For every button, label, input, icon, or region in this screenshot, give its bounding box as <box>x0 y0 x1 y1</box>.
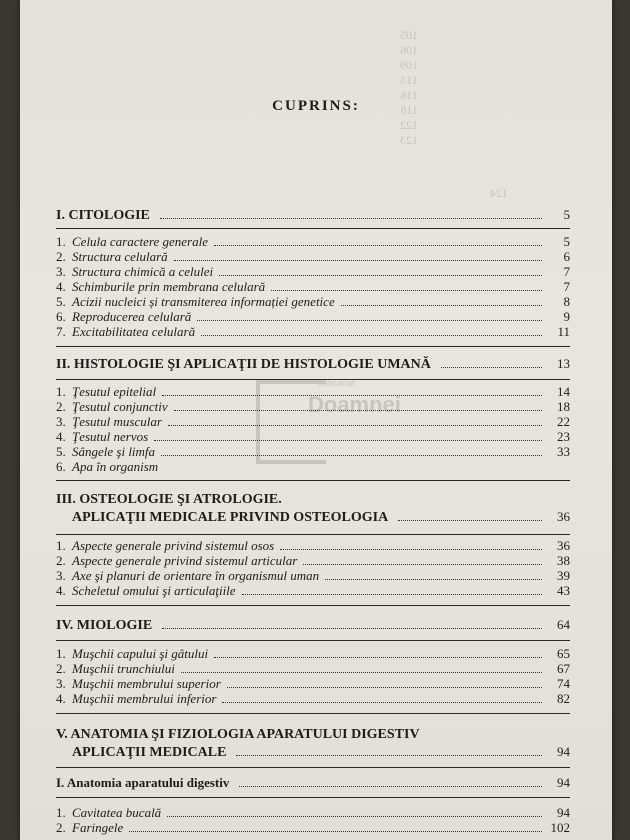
toc-item[interactable]: 3. Ţesutul muscular 22 <box>56 414 570 429</box>
toc-item[interactable]: 5. Sângele şi limfa 33 <box>56 444 570 459</box>
section-heading[interactable]: V. ANATOMIA ŞI FIZIOLOGIA APARATULUI DIGESTIV <box>56 726 420 742</box>
page-number: 94 <box>557 743 570 759</box>
toc-section-1 <box>56 206 570 347</box>
toc-section-3 <box>56 491 570 606</box>
section-heading[interactable]: III. OSTEOLOGIE ŞI ATROLOGIE. <box>56 491 282 507</box>
toc-item[interactable]: 1. Cavitatea bucală 94 <box>56 804 570 820</box>
toc-item[interactable]: 1. Ţesutul epitelial 14 <box>56 384 570 399</box>
watermark-logo: anticariat Doamnei <box>256 372 406 458</box>
toc-item[interactable]: 4. Ţesutul nervos 23 <box>56 429 570 444</box>
toc-item[interactable]: 2. Aspecte generale privind sistemul articular 38 <box>56 552 570 568</box>
toc-item[interactable]: 4. Muşchii membrului inferior 82 <box>56 690 570 706</box>
toc-section-2 <box>56 355 570 481</box>
page-number: 64 <box>557 616 570 632</box>
section-heading-line2[interactable]: APLICAŢII MEDICALE PRIVIND OSTEOLOGIA 36 <box>72 508 570 525</box>
section-heading[interactable]: I. CITOLOGIE 5 <box>56 207 570 223</box>
toc-item[interactable]: 1. Aspecte generale privind sistemul osos 36 <box>56 537 570 553</box>
toc-item[interactable]: 2. Ţesutul conjunctiv 18 <box>56 399 570 414</box>
toc-item[interactable]: 2. Structura celulară 6 <box>56 249 570 264</box>
toc-item[interactable]: 3. Axe şi planuri de orientare în organismul uman 39 <box>56 567 570 583</box>
section-heading[interactable]: IV. MIOLOGIE 64 <box>56 616 570 633</box>
toc-item[interactable]: 7. Excitabilitatea celulară 11 <box>56 324 570 339</box>
toc-item[interactable]: 2. Faringele 102 <box>56 819 570 835</box>
bleed-through-text: 105 106 109 113 116 118 122 123 <box>400 28 418 147</box>
book-page <box>20 0 612 840</box>
page-number: 36 <box>557 508 570 524</box>
subsection-heading[interactable]: I. Anatomia aparatului digestiv 94 <box>56 774 570 790</box>
toc-item[interactable]: 4. Scheletul omului şi articulaţiile 43 <box>56 582 570 598</box>
toc-item[interactable]: 6. Reproducerea celulară 9 <box>56 309 570 324</box>
toc-item[interactable]: 3. Muşchii membrului superior 74 <box>56 675 570 691</box>
toc-item[interactable]: 2. Muşchii trunchiului 67 <box>56 660 570 676</box>
toc-section-4 <box>56 616 570 714</box>
bleed-through-text-right: 124 <box>490 186 508 200</box>
page-number: 5 <box>563 207 570 222</box>
page-number: 13 <box>557 356 570 371</box>
toc-section-5 <box>56 726 570 836</box>
table-of-contents <box>56 206 570 836</box>
toc-item[interactable]: 1. Celula caractere generale 5 <box>56 234 570 249</box>
section-heading[interactable]: II. HISTOLOGIE ŞI APLICAŢII DE HISTOLOGIE UMANĂ 13 <box>56 356 570 372</box>
toc-item[interactable]: 1. Muşchii capului şi gâtului 65 <box>56 645 570 661</box>
section-heading-line2[interactable]: APLICAŢII MEDICALE 94 <box>72 743 570 760</box>
toc-item[interactable]: 3. Structura chimică a celulei 7 <box>56 264 570 279</box>
page-title: CUPRINS: <box>272 98 360 114</box>
toc-item[interactable]: 5. Acizii nucleici și transmiterea informației genetice 8 <box>56 294 570 309</box>
toc-item[interactable]: 6. Apa în organism <box>56 459 159 474</box>
toc-item[interactable]: 4. Schimburile prin membrana celulară 7 <box>56 279 570 294</box>
